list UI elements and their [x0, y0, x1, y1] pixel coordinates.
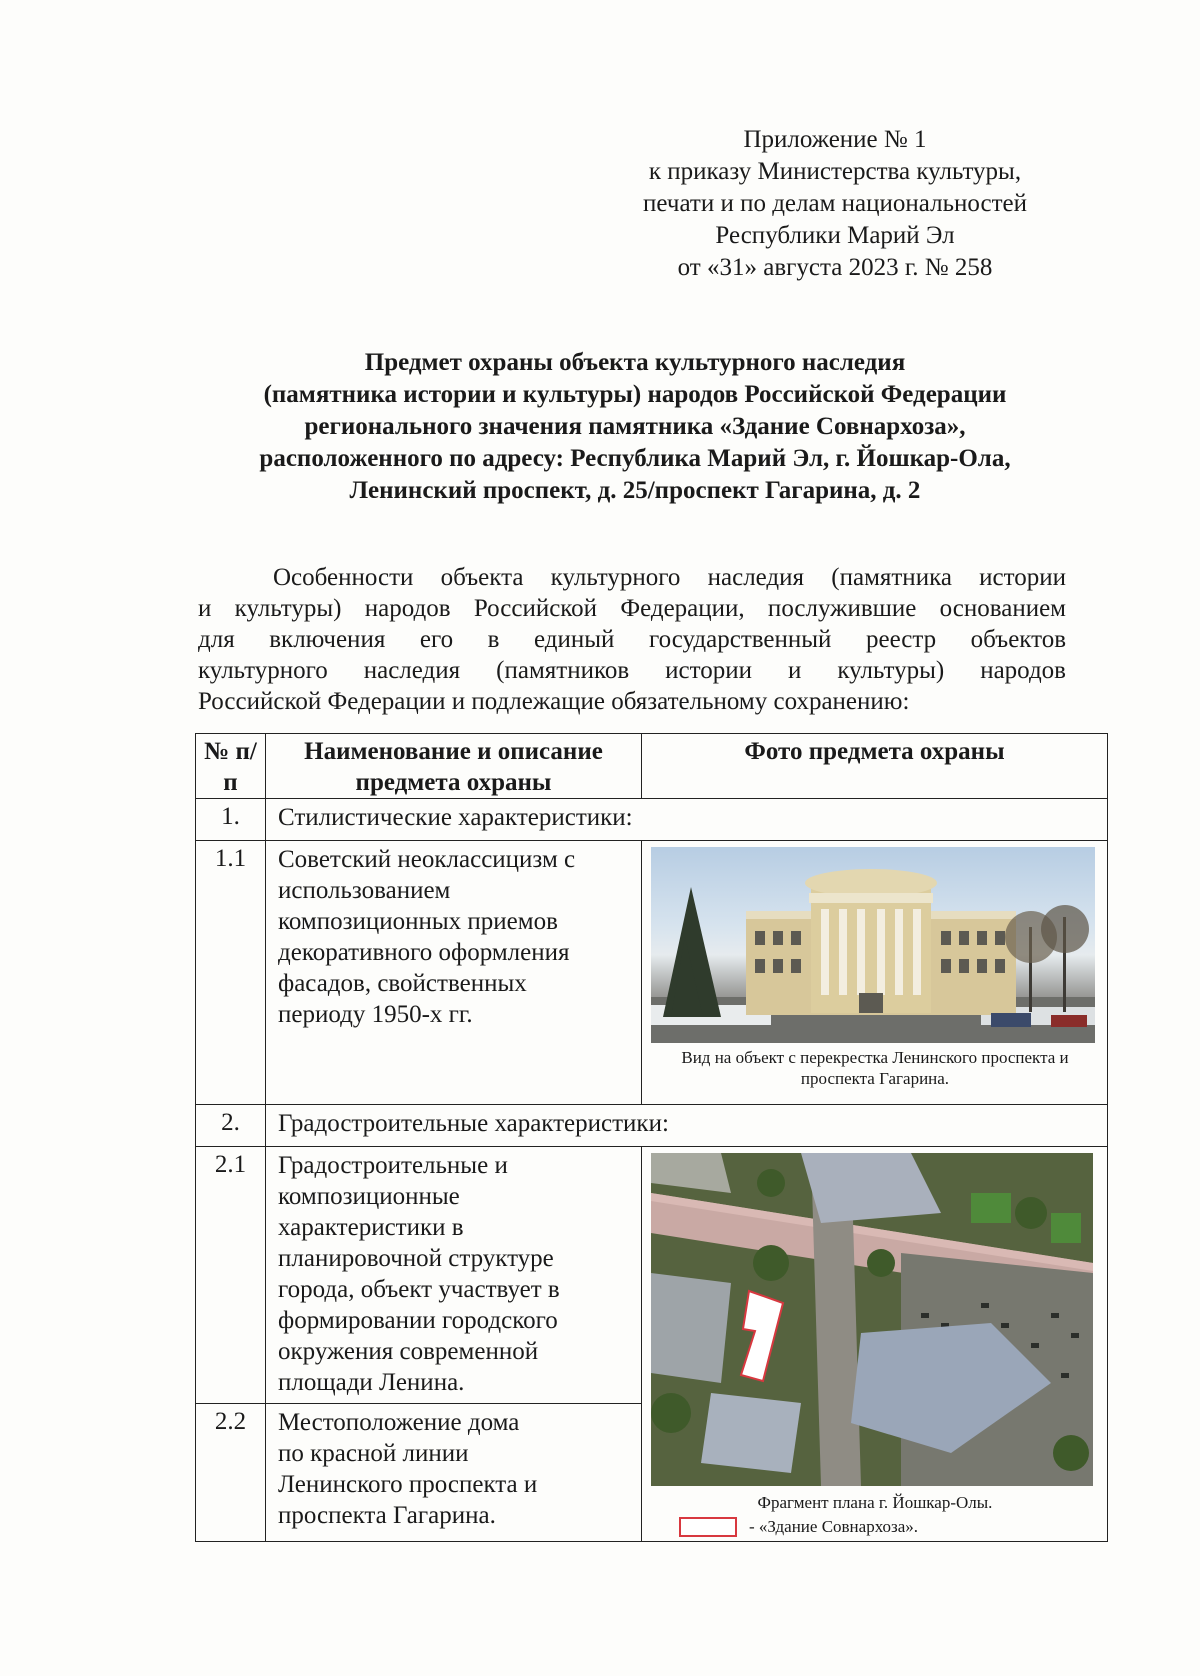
intro-line: для включения его в единый государственный реестр объектов [198, 626, 1066, 653]
legend-label: - «Здание Совнархоза». [749, 1517, 919, 1536]
title-line: Предмет охраны объекта культурного наследия [364, 349, 906, 376]
intro-paragraph [198, 562, 1066, 717]
appendix-line: от «31» августа 2023 г. № 258 [677, 254, 993, 281]
legend-swatch [679, 1517, 737, 1537]
photo-cell [642, 841, 1108, 1105]
row-number: 1.1 [196, 841, 266, 1105]
table-row [196, 1105, 1108, 1147]
intro-line: Российской Федерации и подлежащие обязательному сохранению: [198, 688, 910, 715]
appendix-line: Республики Марий Эл [715, 222, 955, 249]
document-title [195, 347, 1075, 507]
map-legend [651, 1516, 1099, 1537]
row-description: Советский неоклассицизм с использованием композиционных приемов декоративного оформления фасадов, свойственных периоду 1950-х гг. [266, 841, 642, 1105]
row-number: 2.2 [196, 1404, 266, 1542]
protection-table [195, 733, 1108, 1542]
table-row [196, 1147, 1108, 1404]
photo-caption: Вид на объект с перекрестка Ленинского проспекта и проспекта Гагарина. [681, 1048, 1069, 1088]
appendix-line: к приказу Министерства культуры, [648, 158, 1022, 185]
intro-line: культурного наследия (памятников истории и культуры) народов [198, 657, 1066, 684]
row-description: Градостроительные и композиционные характеристики в планировочной структуре города, объект участвует в формировании городского окружения современной площади Ленина. [266, 1147, 642, 1404]
building-photo-image [651, 847, 1095, 1043]
map-cell [642, 1147, 1108, 1542]
appendix-line: печати и по делам национальностей [643, 190, 1027, 217]
title-line: (памятника истории и культуры) народов Российской Федерации [263, 381, 1007, 408]
table-header-row [196, 734, 1108, 799]
table-row [196, 841, 1108, 1105]
intro-line: и культуры) народов Российской Федерации, послужившие основанием [198, 595, 1066, 622]
appendix-header [600, 124, 1070, 284]
row-description: Местоположение дома по красной линии Ленинского проспекта и проспекта Гагарина. [266, 1404, 642, 1542]
header-name: Наименование и описание предмета охраны [266, 734, 642, 799]
city-plan-image [651, 1153, 1093, 1486]
header-num: № п/п [196, 734, 266, 799]
section-label: Градостроительные характеристики: [266, 1105, 1108, 1147]
header-photo: Фото предмета охраны [642, 734, 1108, 799]
intro-line: Особенности объекта культурного наследия (памятника истории [273, 564, 1066, 591]
building-photo [651, 847, 1095, 1043]
row-number: 2.1 [196, 1147, 266, 1404]
title-line: Ленинский проспект, д. 25/проспект Гагарина, д. 2 [349, 477, 921, 504]
table-row [196, 799, 1108, 841]
city-plan-map [651, 1153, 1093, 1486]
title-line: регионального значения памятника «Здание Совнархоза», [304, 413, 966, 440]
title-line: расположенного по адресу: Республика Марий Эл, г. Йошкар-Ола, [259, 445, 1011, 472]
section-label: Стилистические характеристики: [266, 799, 1108, 841]
section-number: 2. [196, 1105, 266, 1147]
map-caption: Фрагмент плана г. Йошкар-Олы. [757, 1493, 993, 1512]
appendix-line: Приложение № 1 [743, 126, 927, 153]
section-number: 1. [196, 799, 266, 841]
